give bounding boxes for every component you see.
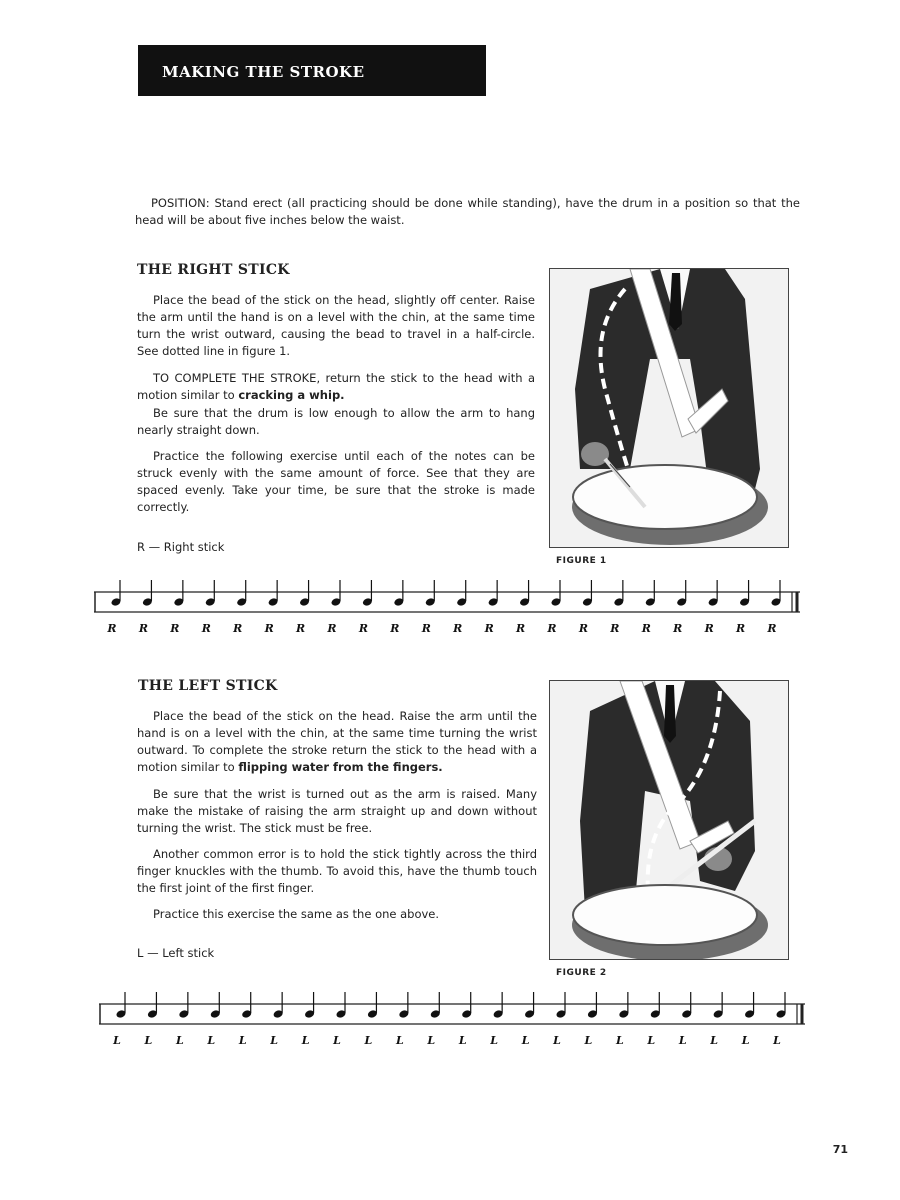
right-stick-sticking-label: R [264,622,274,635]
left-stick-legend: L — Left stick [137,946,215,960]
left-stick-sticking-label: L [615,1034,624,1047]
right-stick-paragraph-2: TO COMPLETE THE STROKE, return the stick to the head with a motion similar to cracking a whip. [137,371,535,402]
left-stick-sticking-label: L [175,1034,184,1047]
figure-2-caption: FIGURE 2 [556,968,607,978]
left-stick-sticking-label: L [364,1034,373,1047]
right-stick-paragraph-4: Practice the following exercise until each of the notes can be struck evenly with the same amount of force. See that they are spaced evenly. Take your time, be sure that the stroke is made correctly. [137,449,535,514]
left-stick-sticking-label: L [773,1034,781,1047]
right-stick-sticking-label: R [421,622,431,635]
left-stick-sticking-label: L [741,1034,750,1047]
left-stick-sticking-label: L [553,1034,561,1047]
right-stick-sticking-label: R [735,622,746,635]
left-stick-sticking-label: L [490,1034,499,1047]
right-stick-exercise-staff [92,580,802,640]
right-stick-sticking-label: R [578,622,589,635]
left-stick-heading: THE LEFT STICK [138,678,278,694]
right-stick-sticking-label: R [515,622,526,635]
left-stick-paragraph-3: Another common error is to hold the stick tightly across the third finger knuckles with the thumb. To avoid this, have the thumb touch the first joint of the first finger. [137,847,537,895]
right-stick-sticking-label: R [390,622,400,635]
left-stick-paragraph-1: Place the bead of the stick on the head. Raise the arm until the hand is on a level with the chin, at the same time turning the wrist outward. To complete the stroke return the stick to the head with a motion similar to flipping water from the fingers. [137,709,537,774]
left-stick-paragraph-2: Be sure that the wrist is turned out as the arm is raised. Many make the mistake of raising the arm straight up and down without turning the wrist. The stick must be free. [137,787,537,835]
right-stick-sticking-label: R [107,622,117,635]
right-stick-paragraph-3: Be sure that the drum is low enough to allow the arm to hang nearly straight down. [137,406,535,437]
right-stick-sticking-label: R [233,622,243,635]
right-stick-sticking-label: R [610,622,620,635]
left-stick-sticking-label: L [333,1034,341,1047]
left-stick-sticking-label: L [270,1034,279,1047]
left-stick-sticking-label: L [647,1034,656,1047]
left-stick-sticking-label: L [301,1034,310,1047]
right-stick-sticking-label: R [673,622,683,635]
right-stick-paragraph-1: Place the bead of the stick on the head, slightly off center. Raise the arm until the hand is on a level with the chin, at the same time turn the wrist outward, causing the bead to travel in a half-circle. See dotted line in figure 1. [137,293,535,358]
right-stick-sticking-label: R [767,622,777,635]
left-stick-sticking-label: L [710,1034,719,1047]
left-stick-sticking-label: L [521,1034,530,1047]
left-stick-sticking-label: L [144,1034,153,1047]
left-stick-sticking-label: L [458,1034,467,1047]
right-stick-sticking-label: R [358,622,369,635]
right-stick-sticking-label: R [201,622,211,635]
left-stick-sticking-label: L [395,1034,404,1047]
section-title: MAKING THE STROKE [162,63,365,81]
right-stick-sticking-label: R [327,622,337,635]
left-stick-sticking-label: L [238,1034,247,1047]
right-stick-sticking-label: R [138,622,149,635]
left-stick-sticking-label: L [113,1034,121,1047]
left-stick-sticking-label: L [207,1034,216,1047]
right-stick-sticking-label: R [295,622,306,635]
section-banner [138,45,486,96]
right-stick-sticking-label: R [704,622,714,635]
page-number: 71 [832,1143,848,1156]
left-stick-exercise-staff [97,992,807,1052]
figure-1-photo [549,268,789,548]
left-stick-sticking-label: L [427,1034,436,1047]
figure-1-caption: FIGURE 1 [556,556,607,566]
left-stick-sticking-label: L [678,1034,687,1047]
right-stick-sticking-label: R [484,622,494,635]
right-stick-sticking-label: R [641,622,651,635]
right-stick-sticking-label: R [453,622,463,635]
left-stick-paragraph-4: Practice this exercise the same as the one above. [153,907,440,921]
right-stick-legend: R — Right stick [137,540,225,554]
right-stick-sticking-label: R [547,622,557,635]
right-stick-heading: THE RIGHT STICK [137,262,290,278]
figure-2-photo [549,680,789,960]
intro-paragraph: POSITION: Stand erect (all practicing should be done while standing), have the drum in a position so that the head will be about five inches below the waist. [135,196,800,227]
right-stick-sticking-label: R [170,622,180,635]
left-stick-sticking-label: L [584,1034,593,1047]
